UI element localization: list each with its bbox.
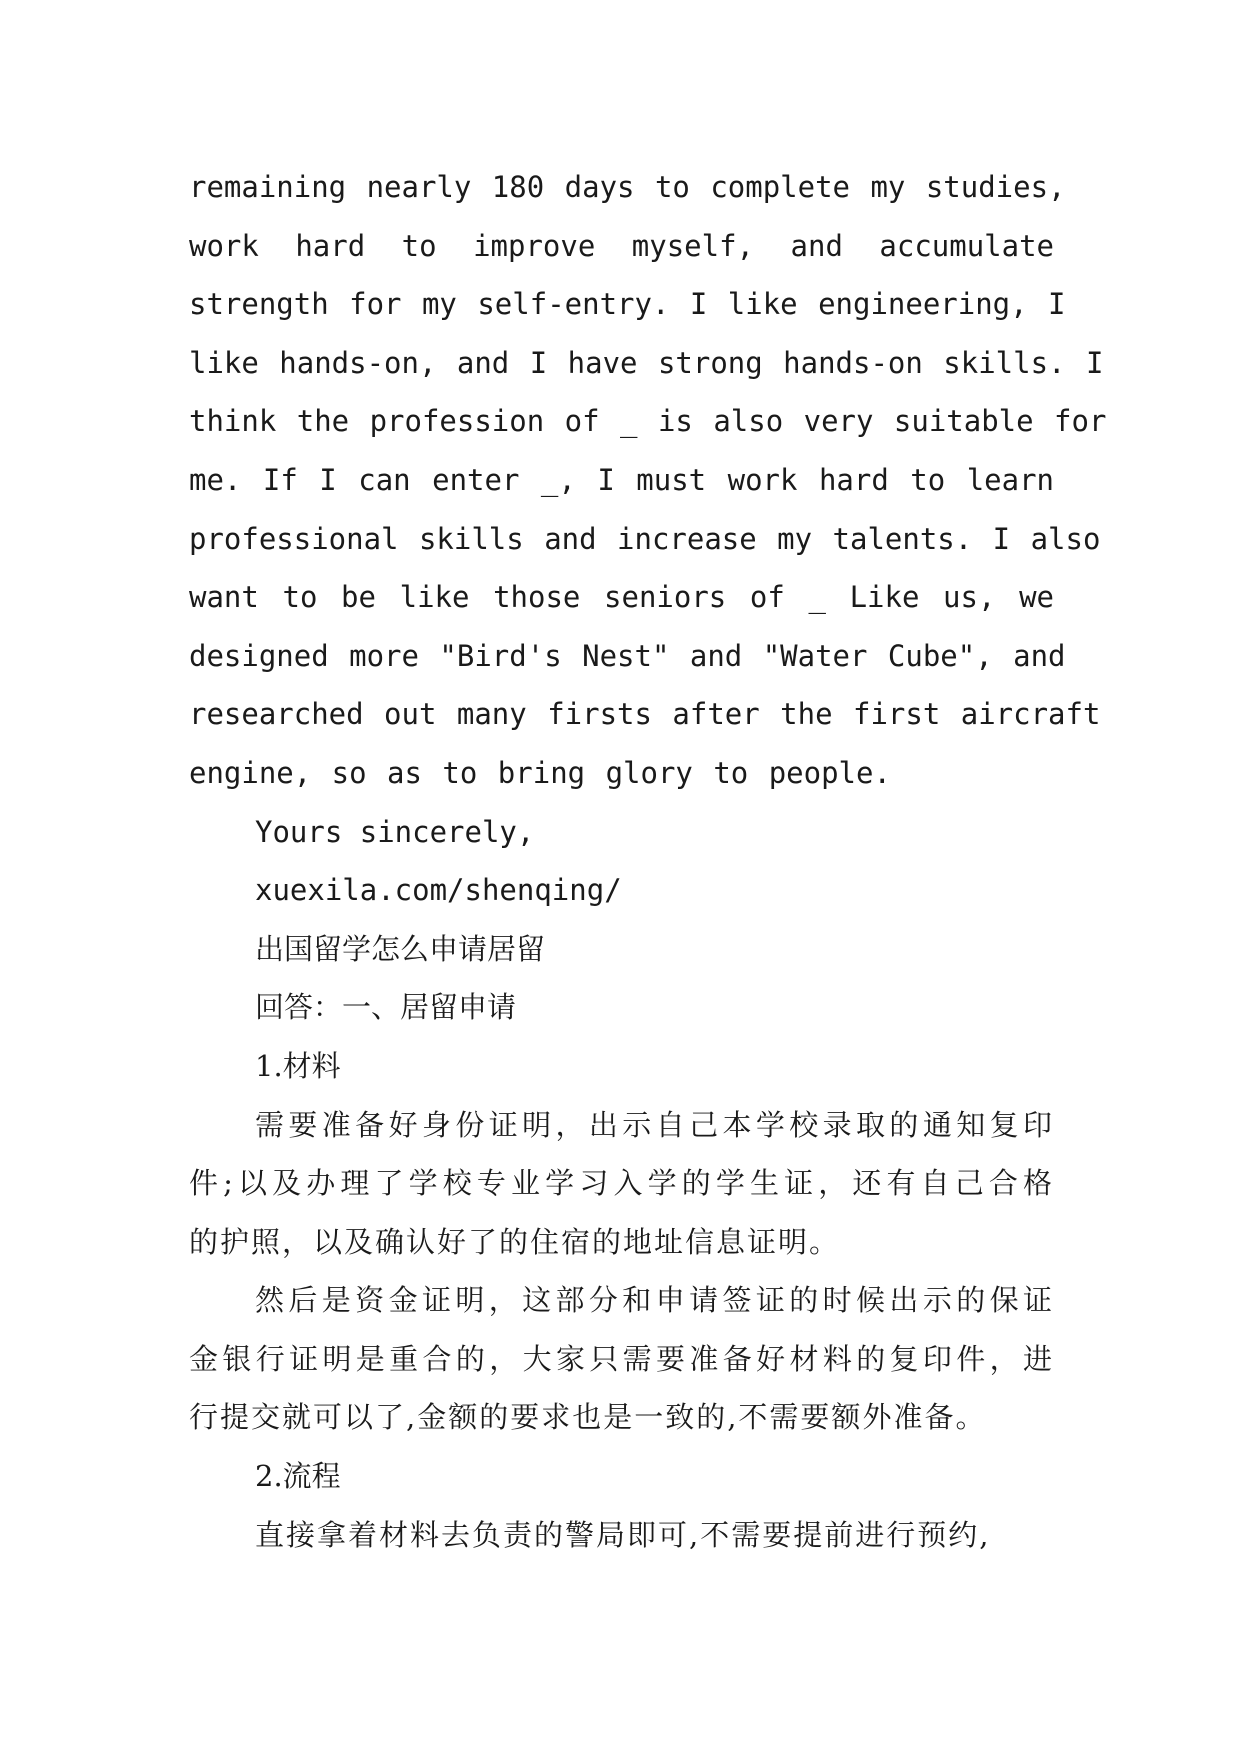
process-paragraph-1 <box>189 1506 1054 1565</box>
section-heading-process: 2.流程 <box>255 1459 341 1494</box>
paragraph-line: remaining nearly 180 days to complete my studies, <box>189 170 1066 204</box>
paragraph-line: engine, so as to bring glory to people. <box>189 755 891 790</box>
article <box>189 920 1054 1565</box>
paragraph-line: 然后是资金证明，这部分和申请签证的时候出示的保证 <box>255 1283 1054 1318</box>
paragraph-line: 的护照，以及确认好了的住宿的地址信息证明。 <box>189 1224 841 1259</box>
paragraph-line: work hard to improve myself, and accumulate <box>189 228 1054 263</box>
paragraph-line: think the profession of _ is also very suitable for <box>189 404 1107 439</box>
article-title: 出国留学怎么申请居留 <box>255 931 546 966</box>
paragraph-line: 金银行证明是重合的，大家只需要准备好材料的复印件，进 <box>189 1341 1054 1376</box>
paragraph-line: strength for my self-entry. I like engineering, I <box>189 287 1066 322</box>
document-page <box>189 158 1107 1564</box>
paragraph-line: 件;以及办理了学校专业学习入学的学生证，还有自己合格 <box>189 1166 1054 1201</box>
section-heading-materials: 1.材料 <box>255 1048 341 1083</box>
letter-closing: Yours sincerely, <box>255 814 535 849</box>
letter-paragraph <box>189 158 1107 803</box>
materials-paragraph-1 <box>189 1096 1054 1272</box>
paragraph-line: 行提交就可以了,金额的要求也是一致的,不需要额外准备。 <box>189 1400 987 1435</box>
paragraph-line: me. If I can enter _, I must work hard to learn <box>189 462 1054 497</box>
paragraph-line: professional skills and increase my talents. I also <box>189 521 1101 556</box>
paragraph-line: like hands-on, and I have strong hands-on skills. I <box>189 345 1104 380</box>
paragraph-line: 直接拿着材料去负责的警局即可,不需要提前进行预约, <box>255 1517 991 1552</box>
materials-paragraph-2 <box>189 1271 1054 1447</box>
source-link: xuexila.com/shenqing/ <box>255 873 622 908</box>
paragraph-line: want to be like those seniors of _ Like us, we <box>189 580 1054 615</box>
paragraph-line: 需要准备好身份证明，出示自己本学校录取的通知复印 <box>255 1107 1054 1142</box>
paragraph-line: researched out many firsts after the first aircraft <box>189 697 1101 732</box>
answer-heading: 回答：一、居留申请 <box>255 990 517 1025</box>
paragraph-line: designed more "Bird's Nest" and "Water Cube", and <box>189 638 1066 673</box>
